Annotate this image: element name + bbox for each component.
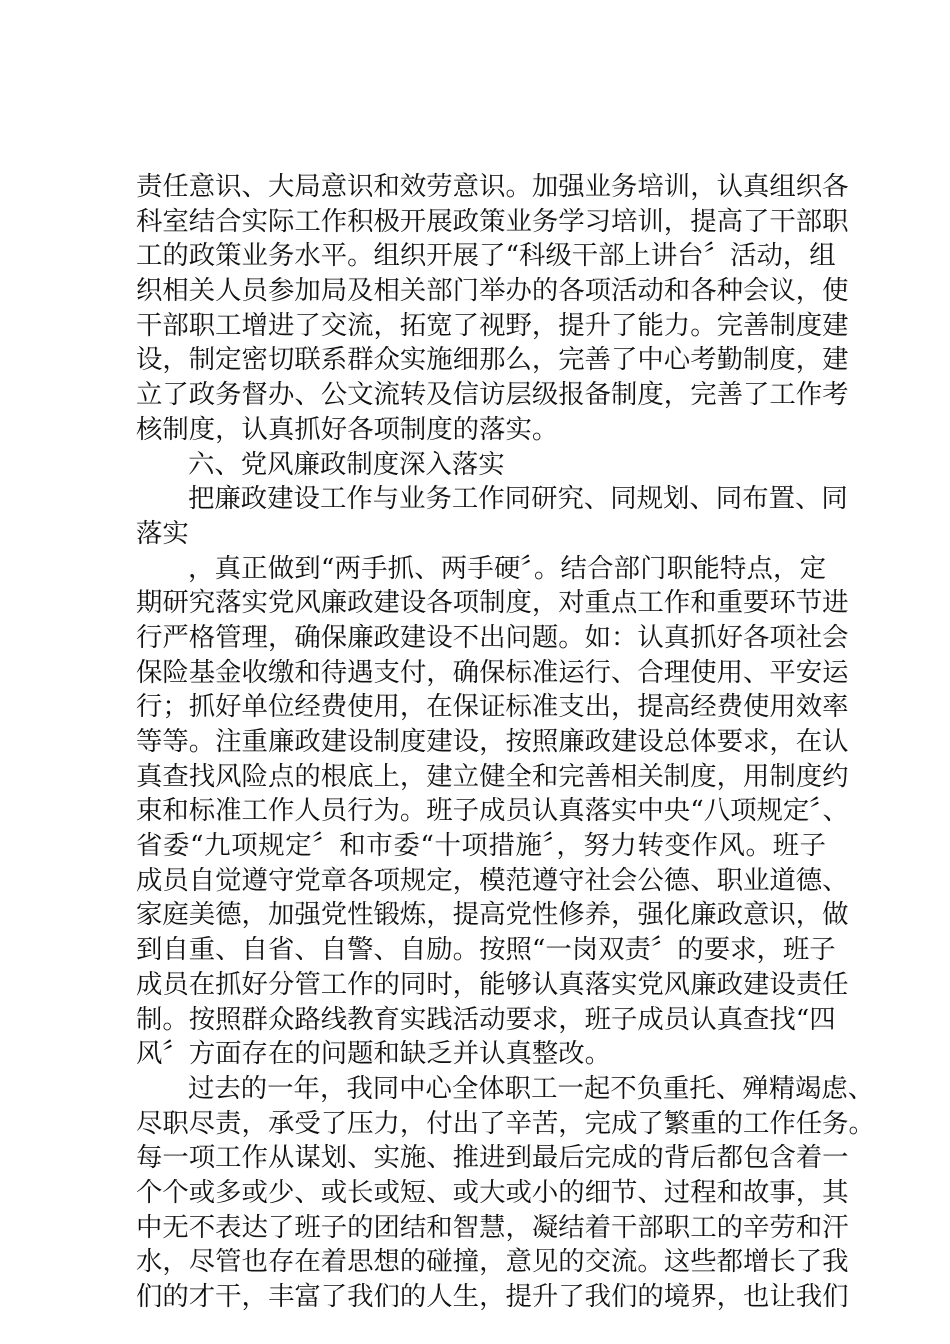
text-line: 科室结合实际工作积极开展政策业务学习培训，提高了干部职 <box>136 205 849 237</box>
text-line: 工的政策业务水平。组织开展了“科级干部上讲台〞活动，组 <box>136 240 836 272</box>
text-line: 设，制定密切联系群众实施细那么，完善了中心考勤制度，建 <box>136 344 849 376</box>
text-line: 水，尽管也存在着思想的碰撞，意见的交流。这些都增长了我 <box>136 1246 849 1278</box>
text-line: 个个或多或少、或长或短、或大或小的细节、过程和故事，其 <box>136 1176 849 1208</box>
text-line: 行严格管理，确保廉政建设不出问题。如：认真抓好各项社会 <box>136 621 849 653</box>
text-line: 等等。注重廉政建设制度建设，按照廉政建设总体要求，在认 <box>136 726 849 757</box>
text-line: 过去的一年，我同中心全体职工一起不负重托、殚精竭虑、 <box>188 1072 875 1104</box>
text-line: 制。按照群众路线教育实践活动要求，班子成员认真查找“四 <box>136 1003 836 1035</box>
text-line: 责任意识、大局意识和效劳意识。加强业务培训，认真组织各 <box>136 171 849 202</box>
text-line: 干部职工增进了交流，拓宽了视野，提升了能力。完善制度建 <box>136 309 849 341</box>
text-line: 织相关人员参加局及相关部门举办的各项活动和各种会议，使 <box>136 275 849 307</box>
text-line: 们的才干，丰富了我们的人生，提升了我们的境界，也让我们 <box>136 1281 849 1312</box>
text-line: 期研究落实党风廉政建设各项制度，对重点工作和重要环节进 <box>136 587 849 619</box>
text-line: 到自重、自省、自警、自励。按照“一岗双责〞的要求，班子 <box>136 934 836 966</box>
section-heading: 六、党风廉政制度深入落实 <box>188 448 505 480</box>
text-line: 行；抓好单位经费使用，在保证标准支出，提高经费使用效率 <box>136 691 849 723</box>
text-line: 把廉政建设工作与业务工作同研究、同规划、同布置、同 <box>188 483 848 515</box>
text-line: 风〞方面存在的问题和缺乏并认真整改。 <box>136 1038 612 1070</box>
text-line: 成员自觉遵守党章各项规定，模范遵守社会公德、职业道德、 <box>136 864 849 896</box>
text-line: 家庭美德，加强党性锻炼，提高党性修养，强化廉政意识，做 <box>136 899 849 931</box>
text-line: 中无不表达了班子的团结和智慧，凝结着干部职工的辛劳和汗 <box>136 1211 849 1243</box>
text-line: 束和标准工作人员行为。班子成员认真落实中央“八项规定〞、 <box>136 795 849 827</box>
text-line: ，真正做到“两手抓、两手硬〞。结合部门职能特点，定 <box>188 552 826 584</box>
text-line: 省委“九项规定〞和市委“十项措施〞，努力转变作风。班子 <box>136 830 826 862</box>
text-line: 保险基金收缴和待遇支付，确保标准运行、合理使用、平安运 <box>136 656 849 688</box>
text-line: 尽职尽责，承受了压力，付出了辛苦，完成了繁重的工作任务。 <box>136 1107 875 1139</box>
text-line: 成员在抓好分管工作的同时，能够认真落实党风廉政建设责任 <box>136 968 849 1000</box>
text-line: 立了政务督办、公文流转及信访层级报备制度，完善了工作考 <box>136 379 849 411</box>
text-line: 真查找风险点的根底上，建立健全和完善相关制度，用制度约 <box>136 760 849 792</box>
text-line: 核制度，认真抓好各项制度的落实。 <box>136 413 559 445</box>
body-text <box>136 170 875 1315</box>
text-line: 每一项工作从谋划、实施、推进到最后完成的背后都包含着一 <box>136 1142 849 1174</box>
text-line: 落实 <box>136 517 189 549</box>
